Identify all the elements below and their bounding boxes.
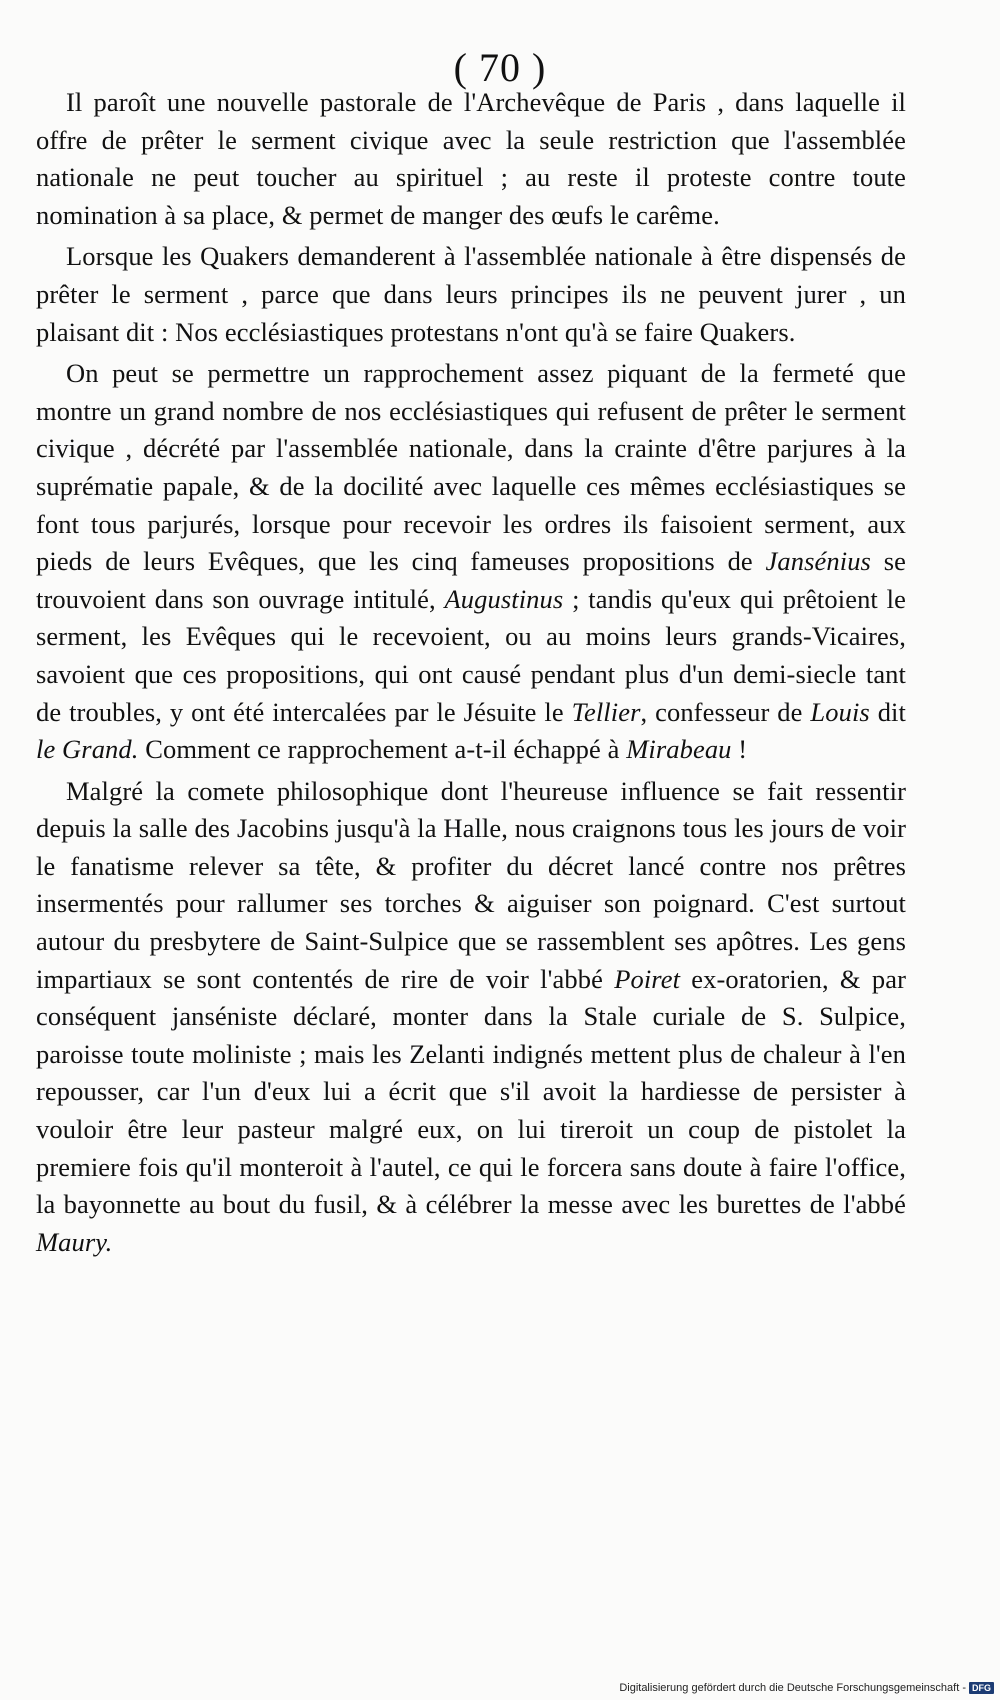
italic-name: Tellier: [571, 696, 641, 727]
italic-name: Maury.: [36, 1226, 113, 1257]
italic-name: Jansénius: [765, 546, 871, 577]
text-run: dit: [869, 696, 906, 727]
italic-name: le Grand.: [36, 734, 139, 765]
italic-name: Poiret: [614, 963, 681, 994]
text-run: Il paroît une nouvelle pastorale de l'Archevêque de Paris , dans laquelle il offre de prêter le serment civique avec la seule restriction que l'assemblée nationale ne peut toucher au spirituel ; au reste il proteste contre toute nomination à sa place, & permet de manger des œufs le carême.: [36, 87, 906, 230]
text-run: Comment ce rapprochement a-t-il échappé à: [138, 734, 627, 765]
paragraph-p1: [36, 84, 906, 234]
digitization-credit: [619, 1682, 994, 1694]
page-number: ( 70 ): [453, 45, 547, 90]
text-run: On peut se permettre un rapprochement assez piquant de la fermeté que montre un grand nombre de nos ecclésiastiques qui refusent de prêter le serment civique , décrété par l'assemblée nationale, dans la crainte d'être parjures à la suprématie papale, & de la docilité avec laquelle ces mêmes ecclésiastiques se font tous parjurés, lorsque pour recevoir les ordres ils faisoient serment, aux pieds de leurs Evêques, que les cinq fameuses propositions de: [36, 358, 906, 577]
text-run: , confesseur de: [640, 696, 811, 727]
text-run: !: [731, 734, 748, 765]
paragraph-p3: [36, 355, 906, 769]
italic-name: Louis: [810, 696, 870, 727]
text-run: Malgré la comete philosophique dont l'heureuse influence se fait ressentir depuis la salle des Jacobins jusqu'à la Halle, nous craignons tous les jours de voir le fanatisme relever sa tête, & profiter du décret lancé contre nos prêtres insermentés pour rallumer ses torches & aiguiser son poignard. C'est surtout autour du presbytere de Saint-Sulpice que se rassemblent ses apôtres. Les gens impartiaux se sont contentés de rire de voir l'abbé: [36, 775, 906, 994]
dfg-logo-icon: DFG: [969, 1682, 994, 1694]
italic-name: Mirabeau: [626, 734, 732, 765]
paragraph-p2: [36, 238, 906, 351]
paragraph-p4: [36, 773, 906, 1262]
italic-name: Augustinus: [444, 583, 564, 614]
text-run: Lorsque les Quakers demanderent à l'assemblée nationale à être dispensés de prêter le serment , parce que dans leurs principes ils ne peuvent jurer , un plaisant dit : Nos ecclésiastiques protestans n'ont qu'à se faire Quakers.: [36, 241, 906, 347]
text-run: se trouvoient dans son ouvrage intitulé,: [36, 546, 906, 614]
text-run: ; tandis qu'eux qui prêtoient le serment, les Evêques qui le recevoient, ou au moins leurs grands-Vicaires, savoient que ces propositions, qui ont causé pendant plus d'un demi-siecle tant de troubles, y ont été intercalées par le Jésuite le: [36, 583, 906, 727]
credit-text: Digitalisierung gefördert durch die Deutsche Forschungsgemeinschaft -: [619, 1682, 966, 1694]
body-text: [36, 84, 906, 1261]
text-run: ex-oratorien, & par conséquent janséniste déclaré, monter dans la Stale curiale de S. Sulpice, paroisse toute moliniste ; mais les Zelanti indignés mettent plus de chaleur à l'en repousser, car l'un d'eux lui a écrit que s'il avoit la hardiesse de persister à vouloir être leur pasteur malgré eux, on lui tireroit un coup de pistolet la premiere fois qu'il monteroit à l'autel, ce qui le forcera sans doute à faire l'office, la bayonnette au bout du fusil, & à célébrer la messe avec les burettes de l'abbé: [36, 963, 907, 1220]
